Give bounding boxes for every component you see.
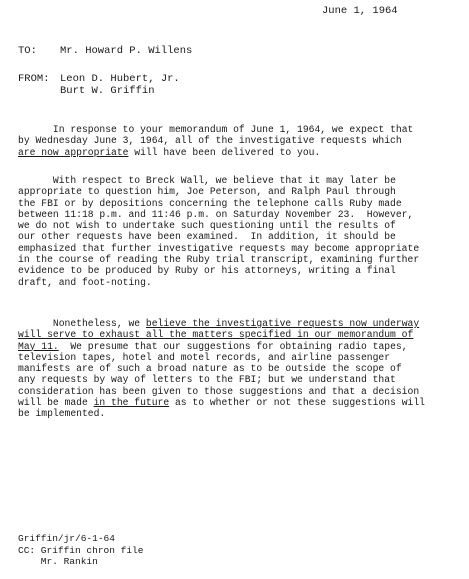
from-name-2: Burt W. Griffin bbox=[60, 85, 155, 97]
from-name-1: Leon D. Hubert, Jr. bbox=[60, 73, 180, 85]
p2-line-4: between 11:18 p.m. and 11:46 p.m. on Saturday November 23. However, bbox=[18, 208, 414, 220]
from-label: FROM: bbox=[18, 73, 50, 85]
cc-line-2: Mr. Rankin bbox=[18, 556, 98, 567]
p3-line-6: any requests by way of letters to the FBI; but we understand that bbox=[18, 374, 396, 386]
cc-line-1: CC: Griffin chron file bbox=[18, 544, 144, 556]
p2-line-10: draft, and foot-noting. bbox=[18, 276, 152, 288]
p2-line-1: With respect to Breck Wall, we believe that it may later be bbox=[52, 175, 396, 186]
to-label: TO: bbox=[18, 45, 37, 57]
paragraph-1 bbox=[18, 124, 458, 158]
p2-line-8: in the course of reading the Ruby trial transcript, examining further bbox=[18, 254, 420, 266]
to-name: Mr. Howard P. Willens bbox=[60, 45, 193, 57]
p2-line-3: the FBI or by depositions concerning the telephone calls Ruby made bbox=[18, 197, 402, 209]
p3-underlined-8: in the future bbox=[93, 397, 170, 409]
p3-underlined-3: May 11. bbox=[18, 340, 59, 352]
p3-line-2: will serve to exhaust all the matters specified in our memorandum of bbox=[18, 329, 414, 341]
p3-line-8: will be made in the future as to whether or not these suggestions will bbox=[18, 397, 425, 409]
p2-line-7: emphasized that further investigative requests may become appropriate bbox=[18, 242, 420, 254]
p1-underlined: are now appropriate bbox=[18, 146, 129, 158]
p3-line-1: Nonetheless, we believe the investigative requests now underway bbox=[52, 318, 420, 329]
p2-line-2: appropriate to question him, Joe Peterson, and Ralph Paul through bbox=[18, 186, 396, 198]
memo-date: June 1, 1964 bbox=[322, 5, 398, 17]
p1-line-3: are now appropriate will have been delivered to you. bbox=[18, 146, 321, 158]
paragraph-3 bbox=[18, 318, 458, 420]
p1-line-1: In response to your memorandum of June 1, 1964, we expect that bbox=[52, 124, 414, 135]
p2-line-9: evidence to be produced by Ruby or his attorneys, writing a final bbox=[18, 265, 396, 277]
p2-line-6: our other requests have been examined. In addition, it should be bbox=[18, 231, 396, 243]
p3-line-5: manifests are of such a broad nature as to be outside the scope of bbox=[18, 363, 402, 375]
p2-line-5: we do not wish to undertake such questioning until the results of bbox=[18, 220, 396, 232]
paragraph-2 bbox=[18, 175, 458, 288]
p3-line-9: be implemented. bbox=[18, 408, 106, 420]
p1-line-2: by Wednesday June 3, 1964, all of the investigative requests which bbox=[18, 135, 402, 147]
p3-underlined-1: believe the investigative requests now underway bbox=[145, 318, 420, 329]
p3-line-3: May 11. We presume that our suggestions for obtaining radio tapes, bbox=[18, 340, 408, 352]
distribution-block bbox=[18, 533, 143, 568]
typist-initials: Griffin/jr/6-1-64 bbox=[18, 533, 115, 544]
p3-line-4: television tapes, hotel and motel records, and airline passenger bbox=[18, 351, 391, 363]
p3-line-7: consideration has been given to those suggestions and that a decision bbox=[18, 385, 420, 397]
